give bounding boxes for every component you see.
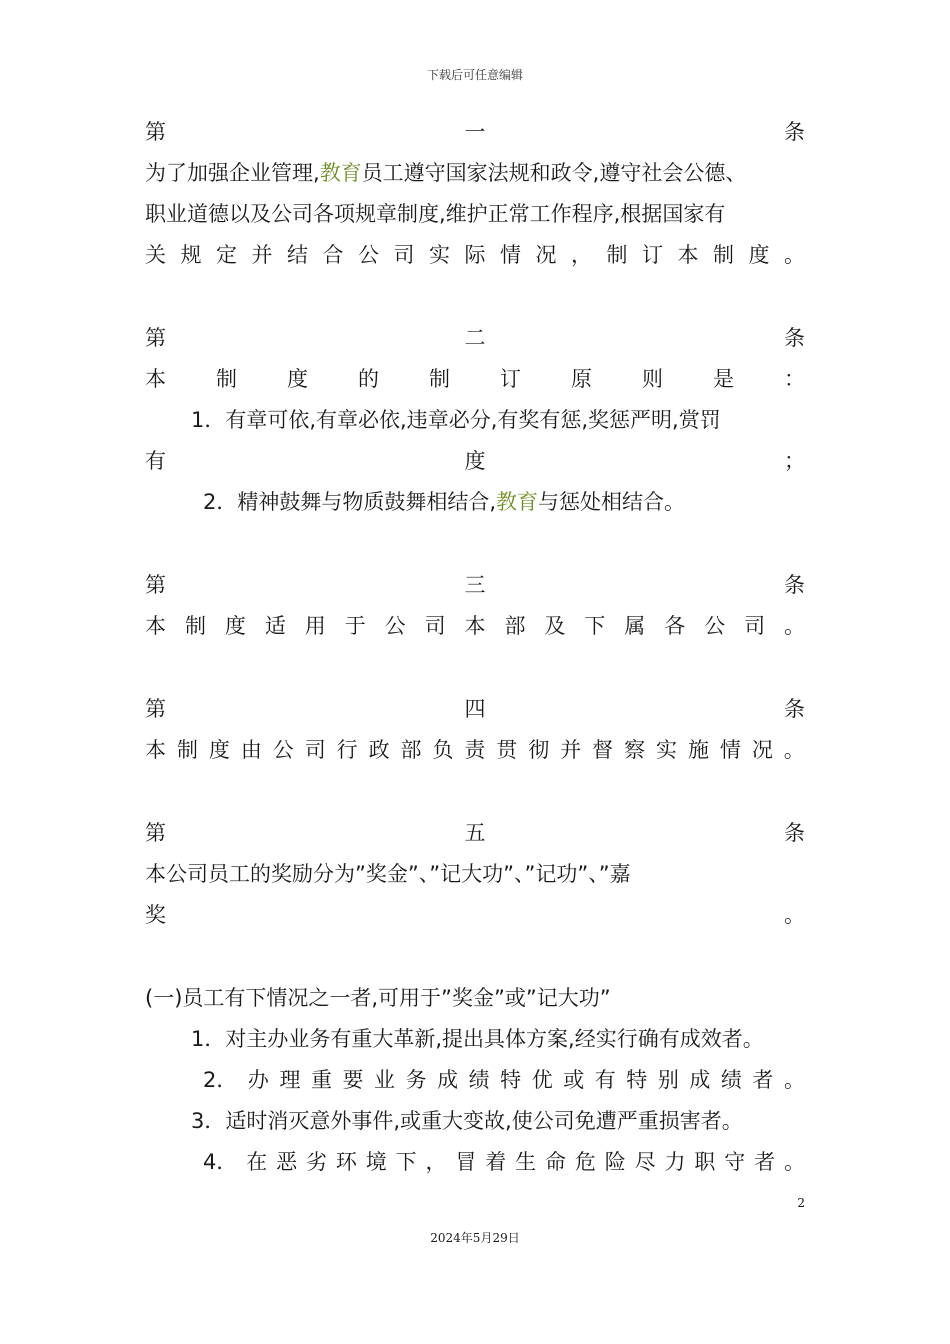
article-5-line-2 [145, 895, 805, 936]
justified-char: 者 [754, 1150, 776, 1174]
justified-char: 定 [216, 243, 237, 267]
justified-char: 公 [384, 614, 406, 638]
justified-char: 条 [784, 821, 805, 845]
justified-char: 第 [145, 821, 166, 845]
justified-char: 力 [664, 1150, 686, 1174]
justified-char: 四 [464, 697, 486, 721]
justified-char: 度 [208, 738, 230, 762]
justified-char: 情 [500, 243, 521, 267]
article-3-line-1 [145, 606, 805, 647]
justified-char: 重 [310, 1068, 332, 1092]
article-1-line-2: 职业道德以及公司各项规章制度,维护正常工作程序,根据国家有 [145, 202, 726, 226]
justified-char: 制 [713, 243, 734, 267]
justified-char: 公 [272, 738, 294, 762]
article-5-heading [145, 813, 805, 854]
justified-char: 绩 [720, 1068, 742, 1092]
justified-char: 并 [560, 738, 582, 762]
justified-char: 办 [247, 1068, 269, 1092]
justified-char: 则 [642, 367, 663, 391]
justified-char: 或 [563, 1068, 585, 1092]
justified-char: 司 [424, 614, 446, 638]
justified-char: 条 [784, 573, 805, 597]
justified-char: ： [784, 367, 805, 391]
justified-char: 情 [719, 738, 741, 762]
justified-char: 况 [751, 738, 773, 762]
justified-char: 有 [594, 1068, 616, 1092]
justified-char: 实 [429, 243, 450, 267]
justified-char: 第 [145, 573, 166, 597]
justified-char: 各 [664, 614, 686, 638]
justified-char: 由 [240, 738, 262, 762]
justified-char: 司 [744, 614, 766, 638]
article-2-heading [145, 318, 805, 359]
justified-char: 2． [203, 1068, 238, 1092]
justified-char: 特 [626, 1068, 648, 1092]
justified-char: 及 [544, 614, 566, 638]
justified-char: 别 [657, 1068, 679, 1092]
section-1-item-1: 1．对主办业务有重大革新,提出具体方案,经实行确有成效者。 [191, 1027, 764, 1051]
page-number: 2 [797, 1196, 805, 1210]
justified-char: 制 [606, 243, 628, 267]
section-1-item-2 [145, 1060, 805, 1101]
justified-char: 司 [304, 738, 326, 762]
justified-char: 理 [279, 1068, 301, 1092]
justified-char: 的 [358, 367, 379, 391]
justified-char: 合 [322, 243, 344, 267]
justified-char: 是 [713, 367, 734, 391]
justified-char: ； [784, 449, 805, 473]
justified-char: 。 [784, 1150, 805, 1174]
justified-char: 奖 [145, 903, 166, 927]
justified-char: 三 [464, 573, 486, 597]
justified-char: 五 [464, 821, 486, 845]
justified-char: 一 [464, 120, 486, 144]
justified-char: 在 [246, 1150, 268, 1174]
justified-char: 订 [642, 243, 663, 267]
justified-char: 成 [689, 1068, 711, 1092]
justified-char: 于 [344, 614, 366, 638]
justified-char: 度 [287, 367, 308, 391]
article-1-heading [145, 112, 805, 153]
justified-char: 务 [405, 1068, 427, 1092]
justified-char: 绩 [468, 1068, 490, 1092]
page-footer-date: 2024年5月29日 [430, 1231, 520, 1245]
section-1-item-4 [145, 1142, 805, 1183]
justified-char: 本 [145, 738, 166, 762]
justified-char: 订 [500, 367, 521, 391]
article-4-heading [145, 689, 805, 730]
justified-char: 并 [251, 243, 273, 267]
justified-char: 用 [304, 614, 326, 638]
justified-char: 负 [432, 738, 454, 762]
article-2-item-1-cont [145, 441, 805, 482]
justified-char: 公 [358, 243, 379, 267]
justified-char: 生 [515, 1150, 537, 1174]
highlighted-term: 教育 [496, 490, 539, 514]
justified-char: 下 [395, 1150, 417, 1174]
justified-char: 二 [464, 326, 486, 350]
justified-char: 政 [368, 738, 390, 762]
justified-char: 制 [429, 367, 450, 391]
justified-char: 守 [724, 1150, 746, 1174]
justified-char: 条 [784, 697, 805, 721]
article-4-line-1 [145, 730, 805, 771]
justified-char: 本 [145, 614, 166, 638]
justified-char: 着 [485, 1150, 507, 1174]
justified-char: 有 [145, 449, 166, 473]
justified-char: 属 [624, 614, 646, 638]
justified-char: 责 [464, 738, 486, 762]
justified-char: 优 [531, 1068, 553, 1092]
justified-char: 部 [400, 738, 422, 762]
justified-char: 条 [784, 326, 805, 350]
article-1-line-3 [145, 235, 805, 276]
justified-char: ， [571, 243, 592, 267]
justified-char: 督 [592, 738, 614, 762]
justified-char: 原 [571, 367, 592, 391]
justified-char: 度 [224, 614, 246, 638]
justified-char: 本 [145, 367, 166, 391]
justified-char: 部 [504, 614, 526, 638]
justified-char: 。 [784, 903, 805, 927]
justified-char: 环 [335, 1150, 357, 1174]
justified-char: 条 [784, 120, 805, 144]
justified-char: 实 [656, 738, 677, 762]
justified-char: 危 [574, 1150, 596, 1174]
justified-char: 第 [145, 326, 166, 350]
justified-char: 下 [584, 614, 606, 638]
page-header: 下载后可任意编辑 [426, 68, 523, 82]
document-body [145, 112, 805, 1183]
justified-char: 制 [184, 614, 206, 638]
justified-char: 4． [203, 1150, 238, 1174]
justified-char: 业 [374, 1068, 396, 1092]
justified-char: 察 [624, 738, 646, 762]
article-3-heading [145, 565, 805, 606]
justified-char: 特 [500, 1068, 522, 1092]
justified-char: 贯 [496, 738, 518, 762]
justified-char: 况 [535, 243, 557, 267]
justified-char: 职 [694, 1150, 716, 1174]
justified-char: 者 [752, 1068, 774, 1092]
justified-char: 结 [287, 243, 308, 267]
justified-char: 度 [748, 243, 770, 267]
justified-char: 。 [784, 243, 805, 267]
justified-char: 施 [687, 738, 709, 762]
justified-char: 彻 [528, 738, 550, 762]
justified-char: 制 [216, 367, 237, 391]
text-run: 与惩处相结合。 [538, 490, 686, 514]
justified-char: 适 [264, 614, 286, 638]
justified-char: 第 [145, 697, 166, 721]
justified-char: 制 [176, 738, 198, 762]
justified-char: 规 [180, 243, 202, 267]
justified-char: 恶 [276, 1150, 298, 1174]
justified-char: 劣 [306, 1150, 327, 1174]
justified-char: 境 [365, 1150, 387, 1174]
justified-char: 冒 [455, 1150, 477, 1174]
justified-char: 行 [336, 738, 358, 762]
highlighted-term: 教育 [319, 161, 362, 185]
article-2-item-2 [145, 482, 805, 523]
justified-char: 关 [145, 243, 166, 267]
article-2-item-1: 1．有章可依,有章必依,违章必分,有奖有惩,奖惩严明,赏罚 [191, 408, 721, 432]
article-2-line-1 [145, 359, 805, 400]
justified-char: ， [425, 1150, 447, 1174]
justified-char: 公 [704, 614, 726, 638]
justified-char: 。 [784, 614, 805, 638]
text-run: 员工遵守国家法规和政令,遵守社会公德、 [361, 161, 747, 185]
justified-char: 要 [342, 1068, 364, 1092]
justified-char: 。 [783, 738, 805, 762]
justified-char: 际 [464, 243, 486, 267]
justified-char: 司 [393, 243, 415, 267]
justified-char: 险 [604, 1150, 626, 1174]
text-run: 2．精神鼓舞与物质鼓舞相结合, [203, 490, 497, 514]
article-1-line-1 [145, 153, 805, 194]
section-1-title: (一)员工有下情况之一者,可用于”奖金”或”记大功” [145, 986, 611, 1010]
justified-char: 成 [437, 1068, 459, 1092]
justified-char: 本 [677, 243, 699, 267]
text-run: 为了加强企业管理, [145, 161, 320, 185]
justified-char: 度 [464, 449, 486, 473]
section-1-item-3: 3．适时消灭意外事件,或重大变故,使公司免遭严重损害者。 [191, 1109, 743, 1133]
justified-char: 第 [145, 120, 166, 144]
justified-char: 。 [783, 1068, 805, 1092]
article-5-line-1: 本公司员工的奖励分为”奖金”、”记大功”、”记功”、”嘉 [145, 862, 631, 886]
justified-char: 本 [464, 614, 486, 638]
justified-char: 尽 [634, 1150, 656, 1174]
justified-char: 命 [545, 1150, 566, 1174]
